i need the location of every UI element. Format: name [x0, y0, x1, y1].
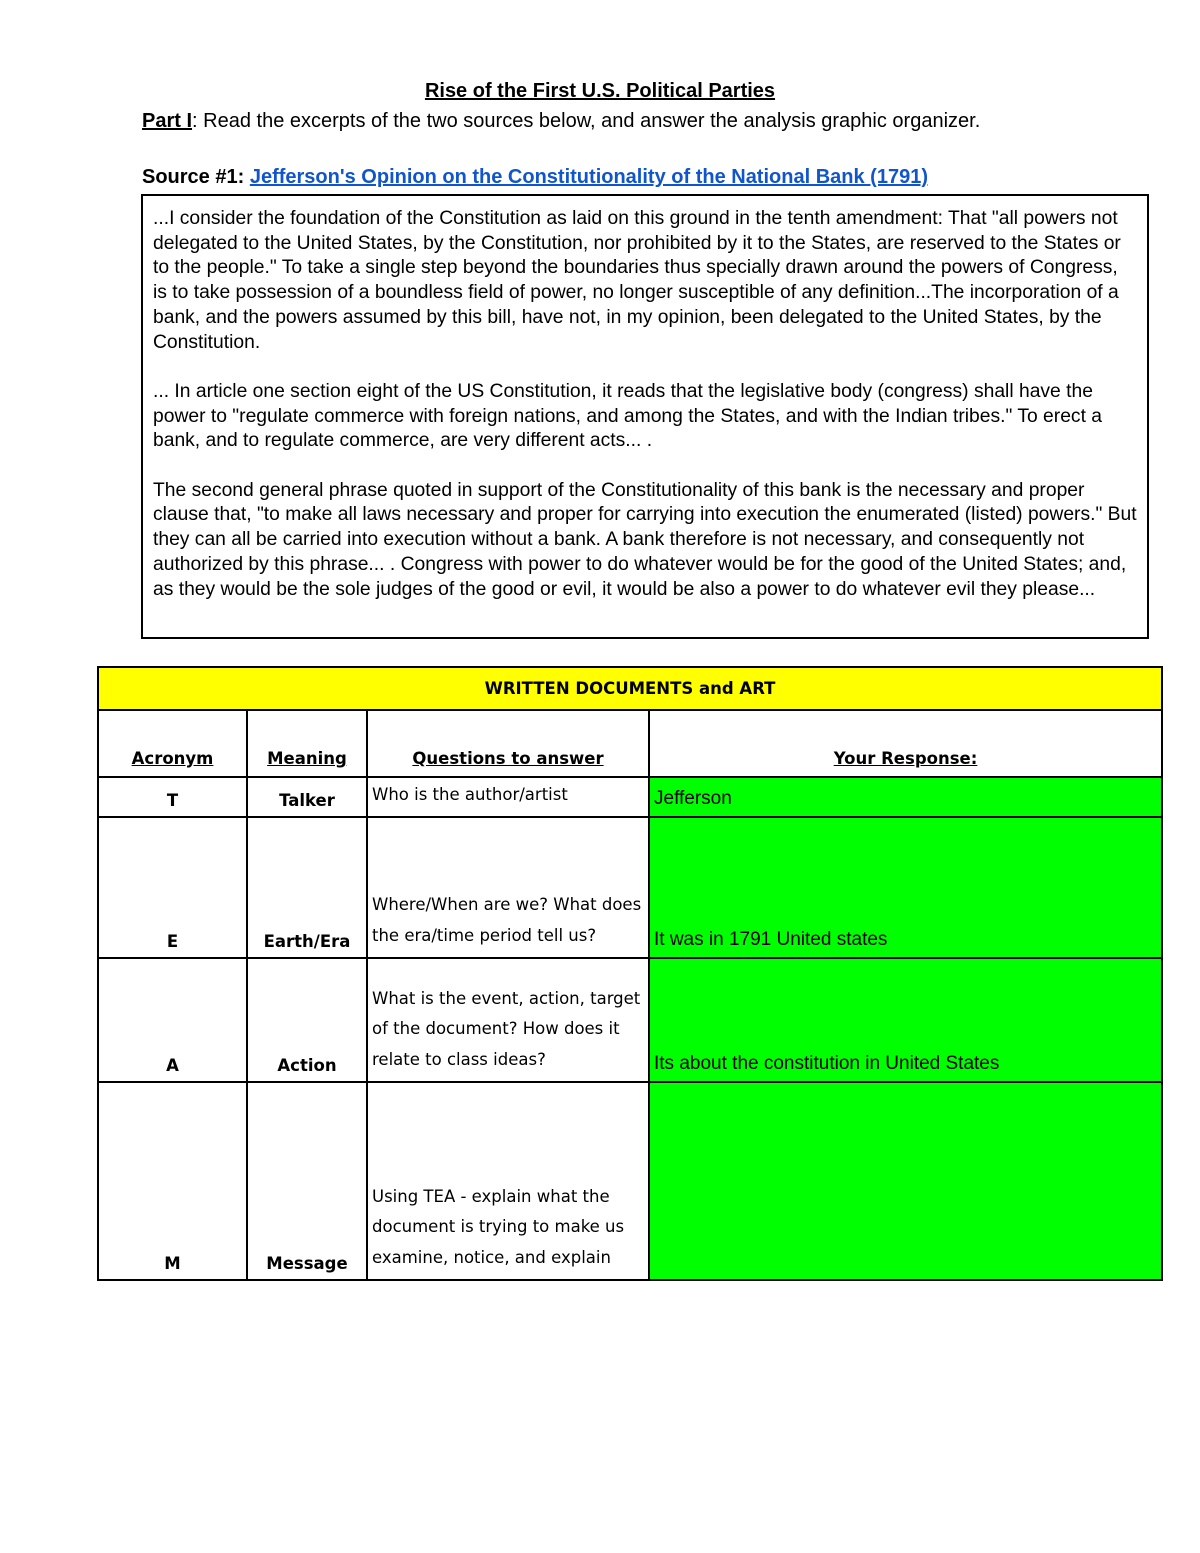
question-cell: Who is the author/artist [367, 777, 649, 817]
header-row [98, 710, 1162, 777]
instructions-text: : Read the excerpts of the two sources below, and answer the analysis graphic organizer. [192, 110, 981, 132]
header-questions: Questions to answer [367, 710, 649, 777]
response-cell[interactable]: Jefferson [649, 777, 1162, 817]
header-meaning: Meaning [247, 710, 367, 777]
meaning-cell: Earth/Era [247, 817, 367, 958]
response-cell[interactable]: Its about the constitution in United States [649, 958, 1162, 1082]
table-row [98, 1082, 1162, 1280]
table-row [98, 777, 1162, 817]
question-cell: What is the event, action, target of the document? How does it relate to class ideas? [367, 958, 649, 1082]
analysis-organizer-table [97, 666, 1163, 1281]
excerpt-paragraph: ... In article one section eight of the US Constitution, it reads that the legislative body (congress) shall have the power to "regulate commerce with foreign nations, and among the States, and with the Indian tribes." To erect a bank, and to regulate commerce, are very different acts... . [153, 380, 1103, 452]
table-row [98, 817, 1162, 958]
response-cell[interactable] [649, 1082, 1162, 1280]
acronym-cell: A [98, 958, 247, 1082]
response-cell[interactable]: It was in 1791 United states [649, 817, 1162, 958]
source-heading [142, 166, 928, 189]
question-cell: Where/When are we? What does the era/time period tell us? [367, 817, 649, 958]
instructions [142, 110, 980, 133]
header-acronym: Acronym [98, 710, 247, 777]
excerpt-paragraph: The second general phrase quoted in support of the Constitutionality of this bank is the necessary and proper clause that, "to make all laws necessary and proper for carrying into execution the enumerated (listed) powers." But they can all be carried into execution without a bank. A bank therefore is not necessary, and consequently not authorized by this phrase... . Congress with power to do whatever would be for the good of the United States; and, as they would be the sole judges of the good or evil, it would be also a power to do whatever evil they please... [153, 479, 1137, 600]
part-label: Part I [142, 110, 193, 132]
meaning-cell: Action [247, 958, 367, 1082]
source-link[interactable]: Jefferson's Opinion on the Constitutionality of the National Bank (1791) [249, 166, 928, 188]
table-row [98, 958, 1162, 1082]
excerpt-paragraph: ...I consider the foundation of the Constitution as laid on this ground in the tenth amendment: That "all powers not delegated to the United States, by the Constitution, nor prohibited by it to the States, are reserved to the States or to the people." To take a single step beyond the boundaries thus specially drawn around the powers of Congress, is to take possession of a boundless field of power, no longer susceptible of any definition...The incorporation of a bank, and the powers assumed by this bill, have not, in my opinion, been delegated to the United States, by the Constitution. [153, 208, 1121, 353]
banner-row [98, 667, 1162, 710]
source-label: Source #1: [142, 166, 250, 188]
page-title: Rise of the First U.S. Political Parties [424, 80, 776, 102]
question-cell: Using TEA - explain what the document is trying to make us examine, notice, and explain [367, 1082, 649, 1280]
meaning-cell: Message [247, 1082, 367, 1280]
acronym-cell: E [98, 817, 247, 958]
organizer-banner: WRITTEN DOCUMENTS and ART [98, 667, 1162, 710]
header-response: Your Response: [649, 710, 1162, 777]
acronym-cell: T [98, 777, 247, 817]
excerpt-box [141, 194, 1149, 639]
acronym-cell: M [98, 1082, 247, 1280]
meaning-cell: Talker [247, 777, 367, 817]
